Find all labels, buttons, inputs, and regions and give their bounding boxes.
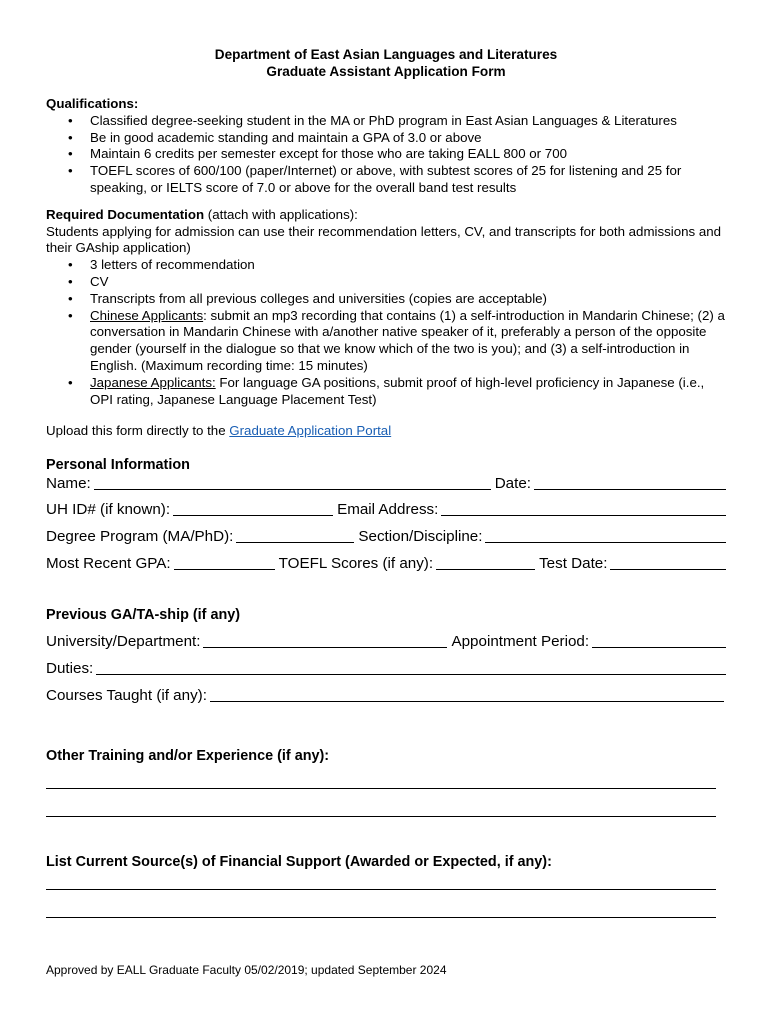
toefl-label: TOEFL Scores (if any):	[278, 555, 434, 573]
degree-field[interactable]	[236, 529, 354, 543]
approval-footer: Approved by EALL Graduate Faculty 05/02/2019; updated September 2024	[46, 963, 447, 977]
name-field[interactable]	[94, 476, 491, 490]
list-item-chinese	[46, 308, 726, 375]
form-page	[46, 46, 726, 918]
test-date-label: Test Date:	[539, 555, 608, 573]
degree-section-row	[46, 527, 726, 554]
id-email-row	[46, 500, 726, 527]
name-date-row	[46, 474, 726, 500]
list-item-japanese	[46, 375, 726, 409]
documentation-intro: Students applying for admission can use their recommendation letters, CV, and transcripts for both admissions and their GAship application)	[46, 223, 722, 256]
list-item: • Classified degree-seeking student in the MA or PhD program in East Asian Languages & Literatures	[46, 113, 726, 130]
graduate-portal-link[interactable]: Graduate Application Portal	[229, 423, 392, 439]
uh-id-field[interactable]	[173, 502, 333, 516]
japanese-applicants-label: Japanese Applicants:	[90, 374, 216, 390]
email-field[interactable]	[441, 502, 726, 516]
gpa-toefl-row	[46, 554, 726, 581]
list-item: • Maintain 6 credits per semester except for those who are taking EALL 800 or 700	[46, 146, 726, 163]
department-name: Department of East Asian Languages and Literatures	[214, 47, 558, 62]
date-label: Date:	[494, 475, 531, 493]
documentation-section	[46, 207, 726, 409]
gpa-label: Most Recent GPA:	[46, 555, 171, 573]
university-period-row	[46, 632, 726, 659]
duties-field[interactable]	[96, 661, 726, 675]
documentation-heading-suffix: (attach with applications):	[204, 206, 358, 222]
date-field[interactable]	[534, 476, 726, 490]
documentation-heading: Required Documentation	[46, 206, 205, 222]
financial-heading: List Current Source(s) of Financial Support (Awarded or Expected, if any):	[46, 854, 552, 871]
gpa-field[interactable]	[174, 556, 275, 570]
chinese-applicants-text: : submit an mp3 recording that contains (1) a self-introduction in Mandarin Chinese; (2) a conversation in Mandarin Chinese with a/another native speaker of it, preferably a person of the opposite gender (yourself in the dialogue so that we know which of the two is you); and (3) a self-introduction in English. (Maximum recording time: 15 minutes)	[90, 307, 725, 373]
personal-section	[46, 456, 726, 581]
personal-heading: Personal Information	[46, 457, 190, 474]
period-field[interactable]	[592, 634, 726, 648]
toefl-field[interactable]	[436, 556, 535, 570]
courses-label: Courses Taught (if any):	[46, 687, 207, 705]
financial-line-2[interactable]	[46, 916, 716, 918]
university-field[interactable]	[203, 634, 447, 648]
upload-text: Upload this form directly to the	[46, 423, 230, 439]
uh-id-label: UH ID# (if known):	[46, 501, 171, 519]
period-label: Appointment Period:	[451, 633, 590, 651]
previous-section	[46, 606, 726, 713]
section-field[interactable]	[485, 529, 726, 543]
qualifications-list	[46, 113, 726, 197]
financial-section	[46, 853, 726, 918]
section-label: Section/Discipline:	[358, 528, 483, 546]
other-section	[46, 747, 726, 817]
name-label: Name:	[46, 475, 91, 493]
email-label: Email Address:	[337, 501, 439, 519]
form-name: Graduate Assistant Application Form	[266, 64, 506, 79]
chinese-applicants-label: Chinese Applicants	[90, 307, 204, 323]
qualifications-section	[46, 96, 726, 197]
other-heading: Other Training and/or Experience (if any):	[46, 748, 330, 765]
university-label: University/Department:	[46, 633, 201, 651]
duties-label: Duties:	[46, 660, 94, 678]
japanese-applicants-text: For language GA positions, submit proof of high-level proficiency in Japanese (i.e., OPI rating, Japanese Language Placement Test)	[90, 374, 705, 407]
upload-instruction	[46, 423, 726, 440]
form-title	[46, 46, 726, 80]
courses-field[interactable]	[210, 688, 724, 702]
documentation-list	[46, 257, 726, 408]
degree-label: Degree Program (MA/PhD):	[46, 528, 234, 546]
duties-row	[46, 659, 726, 686]
previous-heading: Previous GA/TA-ship (if any)	[46, 607, 241, 624]
qualifications-heading: Qualifications:	[46, 96, 139, 111]
documentation-heading-line	[46, 207, 726, 224]
list-item: • CV	[46, 274, 726, 291]
courses-row	[46, 686, 724, 713]
list-item: • TOEFL scores of 600/100 (paper/Internet) or above, with subtest scores of 25 for listening and 25 for speaking, or IELTS score of 7.0 or above for the overall band test results	[46, 163, 726, 197]
list-item: • Transcripts from all previous colleges and universities (copies are acceptable)	[46, 291, 726, 308]
list-item: • 3 letters of recommendation	[46, 257, 726, 274]
test-date-field[interactable]	[610, 556, 726, 570]
list-item: • Be in good academic standing and maintain a GPA of 3.0 or above	[46, 130, 726, 147]
